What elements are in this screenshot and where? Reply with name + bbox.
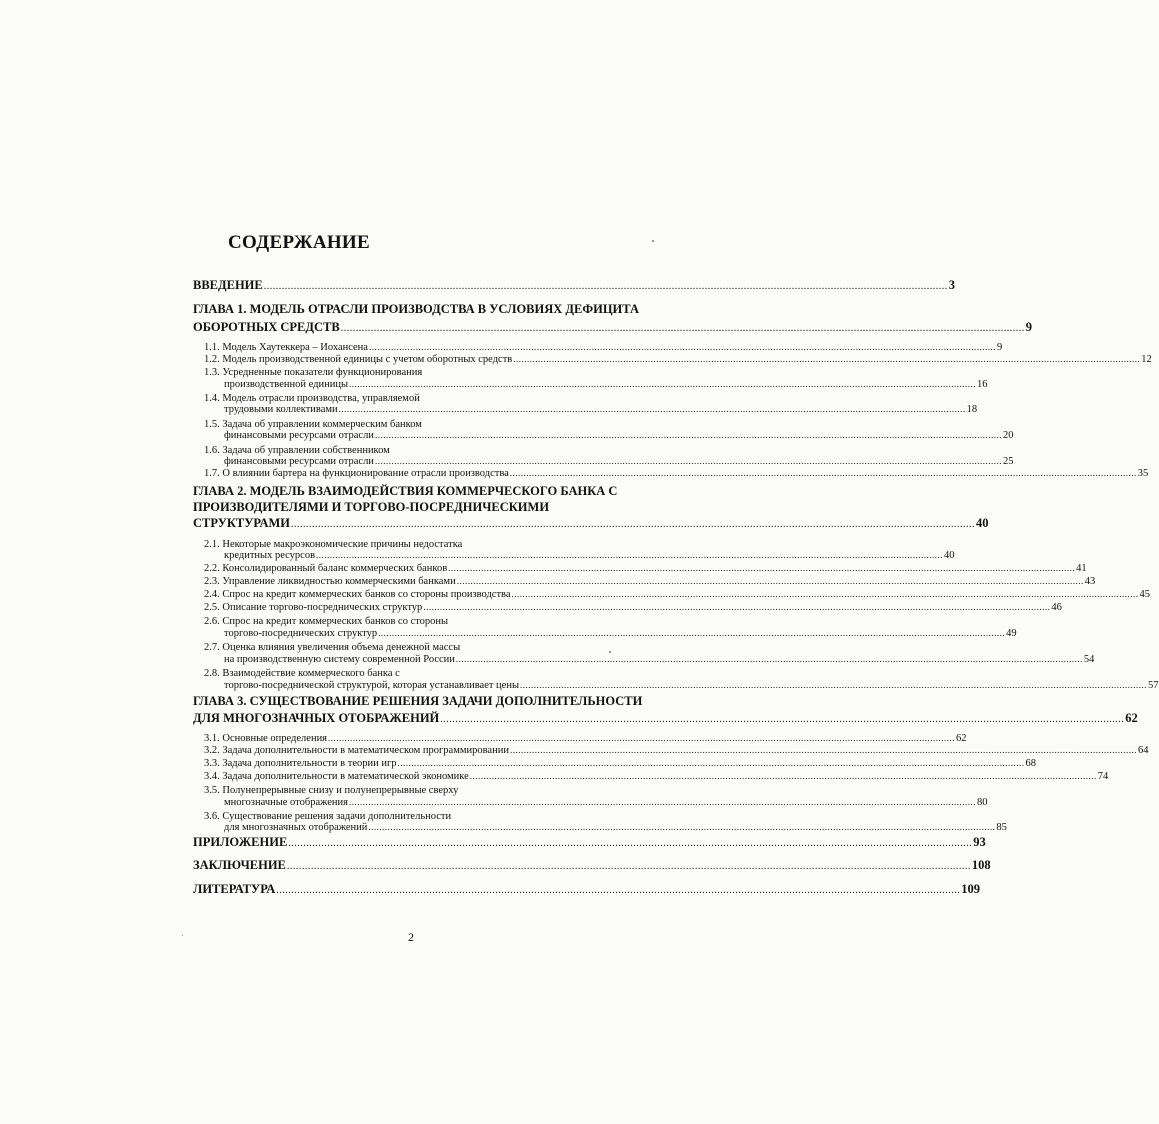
toc-leader — [264, 282, 948, 292]
toc-leader — [375, 457, 1002, 466]
toc-page-number: 3 — [948, 278, 955, 292]
toc-entry-title: 1.7. О влиянии бартера на функционирование отрасли производства — [204, 468, 509, 479]
toc-entry-2-6[interactable] — [224, 628, 1017, 640]
toc-entry-conclusion[interactable] — [193, 858, 991, 872]
toc-leader — [316, 551, 943, 560]
toc-entry-title: финансовыми ресурсами отрасли — [224, 430, 374, 441]
toc-page-number: 40 — [944, 550, 955, 561]
toc-page-number: 41 — [1076, 563, 1087, 574]
toc-page-number: 43 — [1084, 576, 1096, 587]
toc-entry-1-6-title[interactable]: 1.6. Задача об управлении собственником — [204, 445, 390, 456]
toc-entry-3-3[interactable] — [204, 758, 1037, 770]
toc-leader — [440, 715, 1124, 725]
toc-chapter-3-heading[interactable]: ГЛАВА 3. СУЩЕСТВОВАНИЕ РЕШЕНИЯ ЗАДАЧИ ДОПОЛНИТЕЛЬНОСТИ — [193, 694, 643, 708]
toc-entry-2-4[interactable] — [204, 589, 1151, 601]
toc-entry-chapter-2[interactable] — [193, 516, 989, 530]
scan-speck — [609, 651, 611, 653]
toc-entry-title: 3.4. Задача дополнительности в математической экономике — [204, 771, 469, 782]
toc-page-number: 35 — [1137, 468, 1149, 479]
toc-leader — [470, 772, 1097, 781]
toc-entry-title: ПРИЛОЖЕНИЕ — [193, 835, 288, 849]
toc-entry-2-7[interactable] — [224, 654, 1095, 666]
toc-entry-3-6[interactable] — [224, 822, 1007, 834]
toc-page-number: 25 — [1002, 456, 1014, 467]
toc-entry-1-6[interactable] — [224, 456, 1014, 468]
toc-page-number: 45 — [1139, 589, 1151, 600]
toc-chapter-2-heading-line-1[interactable]: ГЛАВА 2. МОДЕЛЬ ВЗАИМОДЕЙСТВИЯ КОММЕРЧЕСКОГО БАНКА С — [193, 484, 618, 498]
scan-speck — [182, 935, 183, 936]
toc-page-number: 9 — [996, 342, 1003, 353]
toc-entry-literature[interactable] — [193, 882, 981, 896]
toc-entry-title: трудовыми коллективами — [224, 404, 338, 415]
toc-entry-1-3-title[interactable]: 1.3. Усредненные показатели функционирования — [204, 367, 423, 378]
toc-entry-title: 3.1. Основные определения — [204, 733, 328, 744]
toc-page-number: 80 — [976, 797, 988, 808]
toc-page-number: 46 — [1051, 602, 1062, 613]
toc-entry-3-5-title[interactable]: 3.5. Полунепрерывные снизу и полунепрерывные сверху — [204, 785, 459, 796]
toc-page-number: 49 — [1006, 628, 1017, 639]
toc-leader — [369, 343, 996, 352]
toc-page-number: 57 — [1148, 680, 1159, 691]
toc-entry-title: ЛИТЕРАТУРА — [193, 882, 276, 896]
toc-entry-title: 2.4. Спрос на кредит коммерческих банков со стороны производства — [204, 589, 511, 600]
toc-entry-2-8[interactable] — [224, 680, 1159, 692]
toc-entry-title: ДЛЯ МНОГОЗНАЧНЫХ ОТОБРАЖЕНИЙ — [193, 711, 440, 725]
toc-leader — [276, 886, 960, 896]
toc-leader — [448, 564, 1075, 573]
toc-entry-1-4-title[interactable]: 1.4. Модель отрасли производства, управляемой — [204, 393, 420, 404]
toc-page-number: 20 — [1002, 430, 1014, 441]
toc-entry-2-8-title[interactable]: 2.8. Взаимодействие коммерческого банка с — [204, 668, 400, 679]
toc-leader — [339, 405, 966, 414]
toc-entry-2-5[interactable] — [204, 602, 1062, 614]
toc-leader — [368, 823, 995, 832]
toc-page-number: 40 — [976, 516, 989, 530]
toc-entry-chapter-3[interactable] — [193, 711, 1138, 725]
toc-leader — [291, 520, 975, 530]
toc-page-number: 93 — [973, 835, 986, 849]
toc-entry-1-5[interactable] — [224, 430, 1014, 442]
toc-page-number: 108 — [971, 858, 991, 872]
toc-leader — [341, 324, 1025, 334]
toc-entry-title: 2.3. Управление ликвидностью коммерческими банками — [204, 576, 456, 587]
page-number: 2 — [408, 930, 414, 944]
toc-leader — [512, 590, 1139, 599]
toc-leader — [423, 603, 1050, 612]
toc-entry-2-3[interactable] — [204, 576, 1096, 588]
toc-leader — [520, 681, 1147, 690]
toc-page-number: 62 — [956, 733, 967, 744]
toc-entry-title: 2.5. Описание торгово-посреднических структур — [204, 602, 423, 613]
toc-entry-2-7-title[interactable]: 2.7. Оценка влияния увеличения объема денежной массы — [204, 642, 461, 653]
toc-entry-title: торгово-посреднической структурой, которая устанавливает цены — [224, 680, 520, 691]
toc-page-number: 74 — [1097, 771, 1109, 782]
toc-chapter-2-heading-line-2[interactable]: ПРОИЗВОДИТЕЛЯМИ И ТОРГОВО-ПОСРЕДНИЧЕСКИМИ — [193, 500, 550, 514]
toc-entry-title: торгово-посреднических структур — [224, 628, 378, 639]
toc-entry-1-7[interactable] — [204, 468, 1149, 480]
toc-entry-2-1[interactable] — [224, 550, 955, 562]
toc-entry-title: ВВЕДЕНИЕ — [193, 278, 263, 292]
scan-speck — [652, 240, 654, 242]
toc-entry-title: ОБОРОТНЫХ СРЕДСТВ — [193, 320, 340, 334]
toc-page-number: 109 — [961, 882, 981, 896]
toc-entry-1-4[interactable] — [224, 404, 978, 416]
toc-page-number: 9 — [1025, 320, 1032, 334]
toc-leader — [510, 746, 1137, 755]
toc-page-number: 16 — [977, 379, 988, 390]
toc-page-number: 54 — [1083, 654, 1095, 665]
toc-leader — [513, 355, 1140, 364]
page-title: СОДЕРЖАНИЕ — [228, 232, 370, 253]
toc-entry-3-2[interactable] — [204, 745, 1149, 757]
toc-page-number: 64 — [1137, 745, 1149, 756]
toc-entry-1-3[interactable] — [224, 379, 988, 391]
toc-page-number: 18 — [966, 404, 978, 415]
toc-leader — [349, 798, 976, 807]
toc-page-number: 62 — [1125, 711, 1138, 725]
toc-leader — [398, 759, 1025, 768]
toc-leader — [349, 380, 976, 389]
toc-entry-title: многозначные отображения — [224, 797, 348, 808]
toc-entry-3-4[interactable] — [204, 771, 1109, 783]
toc-page-number: 12 — [1141, 354, 1152, 365]
toc-entry-2-1-title[interactable]: 2.1. Некоторые макроэкономические причины недостатка — [204, 539, 463, 550]
toc-entry-title: на производственную систему современной России — [224, 654, 455, 665]
toc-page-number: 85 — [996, 822, 1007, 833]
toc-entry-title: ЗАКЛЮЧЕНИЕ — [193, 858, 286, 872]
toc-entry-title: 1.2. Модель производственной единицы с учетом оборотных средств — [204, 354, 513, 365]
toc-entry-title: кредитных ресурсов — [224, 550, 316, 561]
toc-leader — [328, 734, 955, 743]
toc-leader — [378, 629, 1005, 638]
toc-entry-1-2[interactable] — [204, 354, 1152, 366]
toc-entry-title: финансовыми ресурсами отрасли — [224, 456, 374, 467]
toc-entry-title: 1.1. Модель Хаутеккера – Иохансена — [204, 342, 368, 353]
toc-entry-title: 3.3. Задача дополнительности в теории игр — [204, 758, 397, 769]
toc-entry-2-6-title[interactable]: 2.6. Спрос на кредит коммерческих банков со стороны — [204, 616, 449, 627]
toc-leader — [287, 862, 971, 872]
toc-leader — [456, 655, 1083, 664]
toc-chapter-1-heading[interactable]: ГЛАВА 1. МОДЕЛЬ ОТРАСЛИ ПРОИЗВОДСТВА В УСЛОВИЯХ ДЕФИЦИТА — [193, 302, 640, 316]
toc-leader — [510, 469, 1137, 478]
toc-entry-1-5-title[interactable]: 1.5. Задача об управлении коммерческим банком — [204, 419, 422, 430]
toc-entry-chapter-1[interactable] — [193, 320, 1032, 334]
toc-leader — [457, 577, 1084, 586]
toc-entry-1-1[interactable] — [204, 342, 1003, 354]
toc-entry-3-1[interactable] — [204, 733, 967, 745]
toc-entry-intro[interactable] — [193, 278, 955, 292]
toc-entry-appendix[interactable] — [193, 835, 986, 849]
toc-leader — [375, 431, 1002, 440]
toc-entry-3-5[interactable] — [224, 797, 988, 809]
toc-entry-title: для многозначных отображений — [224, 822, 368, 833]
toc-entry-3-6-title[interactable]: 3.6. Существование решения задачи дополнительности — [204, 811, 452, 822]
toc-entry-title: 2.2. Консолидированный баланс коммерческих банков — [204, 563, 448, 574]
toc-page-number: 68 — [1025, 758, 1037, 769]
toc-leader — [288, 839, 972, 849]
toc-entry-2-2[interactable] — [204, 563, 1087, 575]
toc-entry-title: производственной единицы — [224, 379, 348, 390]
toc-entry-title: 3.2. Задача дополнительности в математическом программировании — [204, 745, 509, 756]
toc-entry-title: СТРУКТУРАМИ — [193, 516, 291, 530]
